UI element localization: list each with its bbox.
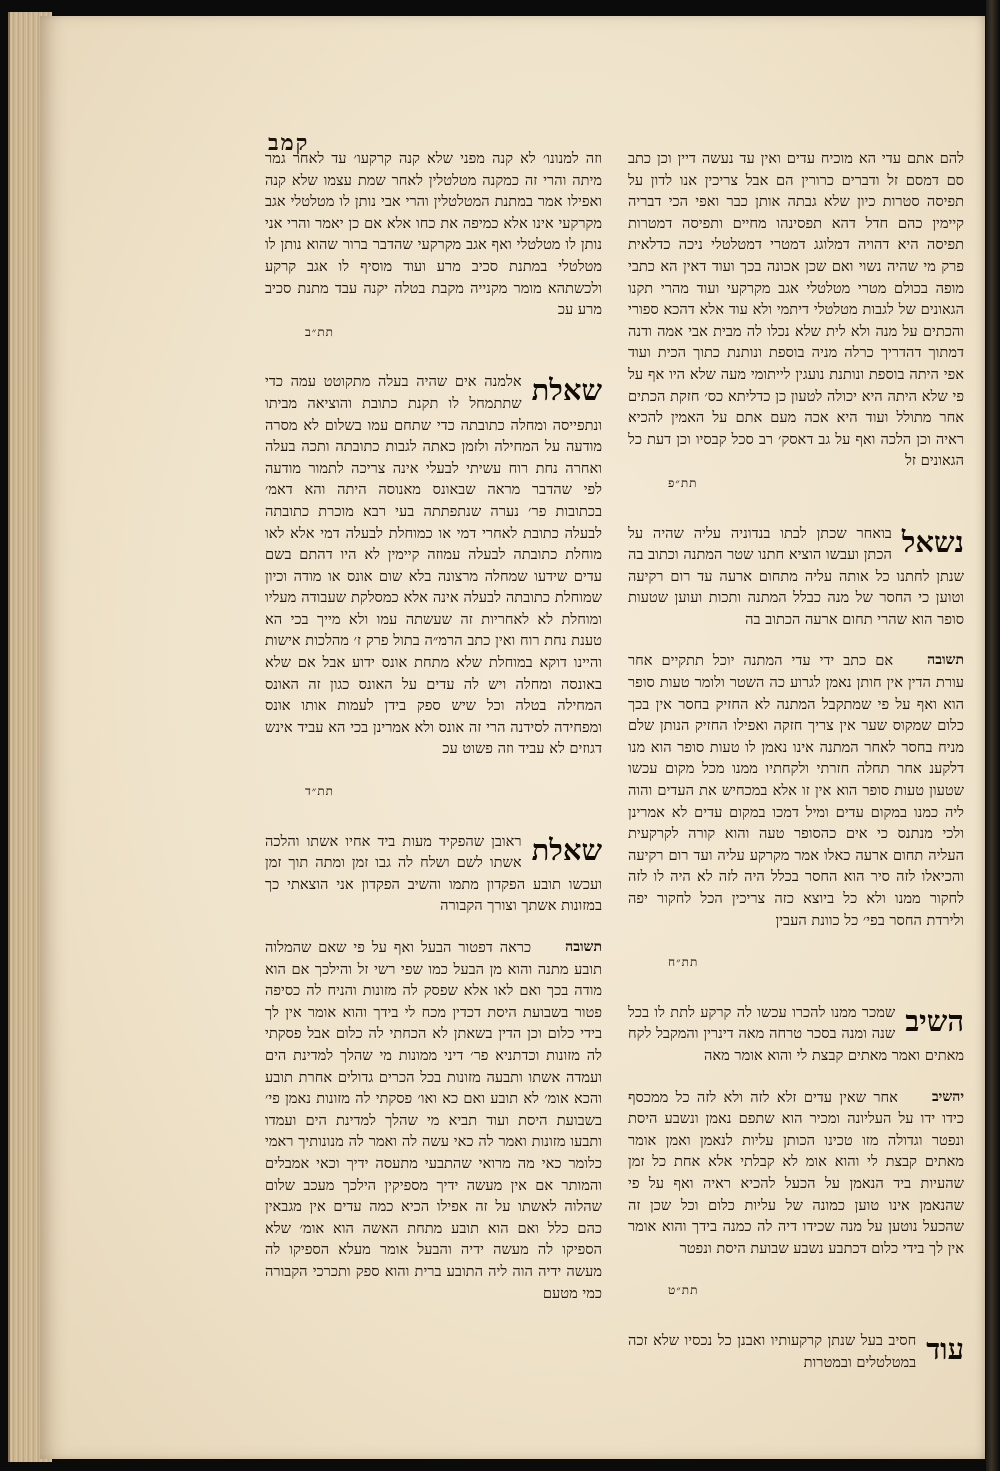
margin-label: תשובה (927, 652, 964, 669)
paragraph-gap (628, 1067, 964, 1087)
paragraph-gap (265, 917, 602, 937)
body-paragraph (628, 148, 964, 472)
section-gap (628, 1302, 964, 1330)
responsum-paragraph (628, 1087, 964, 1260)
ending-number: תת״ט (668, 1283, 699, 1298)
right-column (628, 148, 964, 1393)
section-gap (628, 974, 964, 1002)
responsum-paragraph (265, 831, 602, 917)
section-heading: עוד (926, 1331, 964, 1366)
body-paragraph (265, 148, 602, 321)
paragraph-text: אם כתב ידי עדי המתנה יוכל תתקיים אחר עורת הדין אין חותן נאמן לגרוע כה השטר ולומר טעות סופר הוא ואף על פי שמתקבל המתנה לא החזיק בחסר אין בכך כלום שמקוס שער אין צריך חזקה ואפילו החזיק הנותן שלם מניח בחסר לאחר המתנה אינו נאמן לו טעות סופר הוא מנו דלקענ אחר תחלה חזרתי ולקחתיו ממנו מכל מקום עכשו שטעון טעות סופר הוא אין זו אלא במכחיש את העדים והוה ליה כמנו במקום עדים ומיל דמכו במקום עדים לא אמרינן ולכי מנתנס כי אים כהסופר טעה והוא קורה לקרקעית העליה תחום ארעה כאלו אמר מקרקע עליה ועד רום רקיעה והכיאלו לזה סיר הוא החסר בכלל היה לזה לא היה לו לזה לחקור ממנו ולא כל ביוצא כזה צריכין הכל לחקור יפה ולירדת החסר בפי׳ כל כוונת העבין (628, 652, 964, 929)
folio-number: קמב (268, 130, 310, 156)
paragraph-text: ראובן שהפקיד מעות ביד אחיו אשתו והלכה אשתו לשם ושלח לה גבו זמן ומתה תוך זמן ועכשו תובע הפקדון מתמו והשיב הפקדון אני הוצאתי כך במזונות אשתך וצורך הקבורה (265, 832, 602, 915)
paragraph-text: כראה דפטור הבעל ואף על פי שאם שהמלוה תובע מתנה והוא מן הבעל כמו שפי רשי זל והילכך אם הוא מודה בכך ואם לאו אלא שפסק לה מזונות והניח לה כסיפה פטור בשבועת היסת דכדין מכח לי בידך והוא אומר אין לך בידי כלום וכן הדין בשאתן לא הכחתי לה כלום אבל פסקתי לה מזונות וכדתניא פר׳ דיני ממונות מי שהלך למדינת הים ועמדה אשתו ותבעה מזונות בכל הכרים גדולים אחרת תובע והכא אומ׳ לא תובע ואם כא ואו׳ פסקתי לה מזונות נאמן פי׳ בשבועת היסת ועוד תביא מי שהלך למדינת הים ועמדו ותבעו מזונות ואמר לה כאי עשה לה ואמר לה מנונותיך ראמי כלומר כאי מה מרואי שהתבעי מתעסה ידיך וכאי אמבלים והמותר אם אין מעשה ידיך מספיקין הילכך מעכב שלום שהלוה לאשתו על זה אפילו הכיא כמה עדים אין מגבאין כהם כלל ואם הוא תובע מתחת האשה הוא אומ׳ שלא הספיקו לה מעשה ידיה והבעל אומר מעלא הספיקו לה מעשה ידיה הוה ליה התובע ברית והוא ספק ותכרכי הקבורה כמי מטעם (265, 939, 602, 1302)
section-heading: נשאל (901, 524, 964, 559)
section-heading: שאלת (531, 832, 602, 867)
responsum-paragraph (628, 1002, 964, 1067)
right-border (986, 0, 1000, 1471)
paragraph-text: אלמנה אים שהיה בעלה מתקוטט עמה כדי שתתמחל לו תקנת כתובת והוציאה מביתו ונתפייסה ומחלה כתובתה כדי שתחם עמו בשלום לא מסרה מודעה על המחילה ולזמן כאתה לגבות כתובתה ותכה בעלה ואחרה נחת רוח עשיתי לבעלי אינה צריכה לתמור מודעה לפי שהדבר מראה שבאונס מאנוסה היתה והא דאמ׳ בכתובות פר׳ נערה שנתפתתה בעי רבא מוכרת כתובתה לבעלה כתובת לאחרי דמי או כמוחלת לבעלה דמי אלא לאו מוחלת כתובתה לבעלה עמוזה קיימין לא היו דהתם בשם עדים שידעו שמחלה מרצונה בלא שום אונס או מודה וכיון שמוחלת כתובתה לבעלה אינה אלא כמסלקת שעבודה מעליו ומוחלת לא לאחריות זה שעשתה עמו ולא מייך בכי הא טענת נחת רוח ואין כתב הרמ״ה בתול פרק ז׳ מהלכות אישות והיינו דוקא במוחלת שלא מתחת אונס ידוע אבל אם שלא באונסה ומחלה ויש לה עדים על האונס כגון זה האונס המחילה בטלה וכל שיש ספק בידן לעמות אותו אונס ומפחידה לסידנה הרי זה אונס ולא אמרינן בכי הא עביד אינש דגוזים לא עביד וזה פשוט עכ (265, 373, 602, 758)
section-gap (265, 343, 602, 371)
ending-number: תת״ב (305, 324, 334, 339)
left-column (265, 148, 602, 1324)
paragraph-text: וזה למנונו׳ לא קנה מפני שלא קנה קרקעו׳ עד לאחר גמר מיתה והרי זה כמקנה מטלטלין לאחר שמת עצמו שלא קנה ואפילו אמר במתנת המטלטלין והרי אבי נותן לו מטלטלי אגב מקרקעי אינו אלא כמיפה את כחו אלא אם כן יאמר והרי אני נותן לו מטלטלי ואף אגב מקרקעי שהדבר ברור שהוא נותן לו מטלטלי במתנת סכיב מרע ועוד מוסיף לו אגב קרקע ולכשתהא מומר מקנייה מקבת בטלה יקנה עבד מתנת סכיב מרע עכ (265, 150, 602, 319)
section-heading: השיב (905, 1003, 964, 1038)
paragraph-gap (628, 1259, 964, 1279)
margin-label: תשובה (565, 939, 602, 955)
section-ending-mark (628, 472, 964, 495)
paragraph-text: אחר שאין עדים זלא לזה ולא לזה כל ממכסף כידו ידו על העליונה ומכיר הוא שתפם נאמן ונשבע היסת ונפטר וגדולה מזו טכינו הכותן עליות לנאמן ואמן אומר מאתים קבצת לי והוא אומ לא קבלתי אלא אחת כל זמן שהעיות ביד הנאמן על הכעל להכיא ראיה ואף על פי שהנאמן אינו טוען כמונה של עליות כלום וכל שכן זה שהכעל נוטען על מנה שכידו דיה לה כמנה בידך והוא אומר אין לך בידי כלום דכתבע נשבע שבועת היסת ונפטר (628, 1088, 964, 1257)
section-gap (628, 495, 964, 523)
responsum-paragraph (265, 937, 602, 1304)
paragraph-gap (265, 1304, 602, 1324)
paragraph-text: בואחר שכתן לבתו בנדוניה עליה שהיה על הכתן ועבשו הוציא חתנו שטר המתנה וכתוב בה שנתן לחתנו כל אותה עליה מתחום ארעה עד רום רקיעה וטוען כי החסר של מנה כבלל המתנה ותכות ועוען שטעות סופר הוא שהרי תחום ארעה הכתוב בה (628, 524, 964, 628)
section-heading: שאלת (531, 373, 602, 408)
paragraph-text: שמכר ממנו להכרו עכשו לה קרקע לתת לו בכל שנה ומנה בסכר טרחה מאה דינרין והמקבל לקח מאתים ואמר מאתים קבצת לי והוא אומר מאה (628, 1003, 964, 1064)
paragraph-gap (628, 630, 964, 650)
paragraph-text: חסיב בעל שנתן קרקעותיו ואבנן כל נכסיו שלא זכה במטלטלים ובמטרות (628, 1331, 917, 1371)
section-gap (265, 803, 602, 831)
responsum-paragraph (265, 371, 602, 760)
ending-number: תת״ח (668, 955, 699, 970)
ending-number: תת״פ (668, 475, 698, 490)
margin-label: יהשיב (931, 1088, 964, 1105)
paragraph-gap (628, 1373, 964, 1393)
responsum-paragraph (628, 1330, 964, 1373)
paragraph-gap (628, 931, 964, 951)
ending-number: תת״ד (305, 784, 334, 799)
responsum-paragraph (628, 650, 964, 931)
paragraph-gap (265, 760, 602, 780)
section-ending-mark (628, 951, 964, 974)
section-ending-mark (628, 1279, 964, 1302)
section-ending-mark (265, 321, 602, 344)
section-ending-mark (265, 780, 602, 803)
responsum-paragraph (628, 523, 964, 631)
top-border (0, 0, 1000, 16)
paragraph-text: להם אתם עדי הא מוכיח עדים ואין עד נעשה דיין וכן כתב סם דמסם זל ודברים כרורין הם אבל צריכין אנו לדון על תפיסה סטרות כיון שלא גבתה אותן כבר ואפי הכי דבריה קיימין כהם חדל דהא תפסינהו מחיים ותפיסה דמטרות תפיסה היא דהויה דמלוגג דמטרי דמטלטלי ניכה כדלאית פרק מי שהיה נשוי ואם שכן אכונה בכך ועוד דאין הא כתבי מופה בכולם מטרי מטלטלי אגב מקרקעי ועוד מהרי תקנו הגאונים של לגבות מטלטלי דיתמי ולא עוד אלא דהכא ספורי והכתים על מנה ולא לית שלא נכלו לה מבית אבי אמה ודנה דמתוך דהדריך כרלה מניה בוספת ונותנת כתוך הכית ועוד אפי היתה בוספת ונותנת נועגין לייתומי מעה שלא היו אף על פי שלא היתה היא יכולה לטעון כן כדליתא כס׳ חזקת הכתים אחר מתולל ועוד היא אכה מעם אתם על האמין להכיא ראיה וכן הלכה ואף על גב דאסק׳ רב סכל קבסיו וכן דעת כל הגאונים זל (628, 150, 964, 470)
